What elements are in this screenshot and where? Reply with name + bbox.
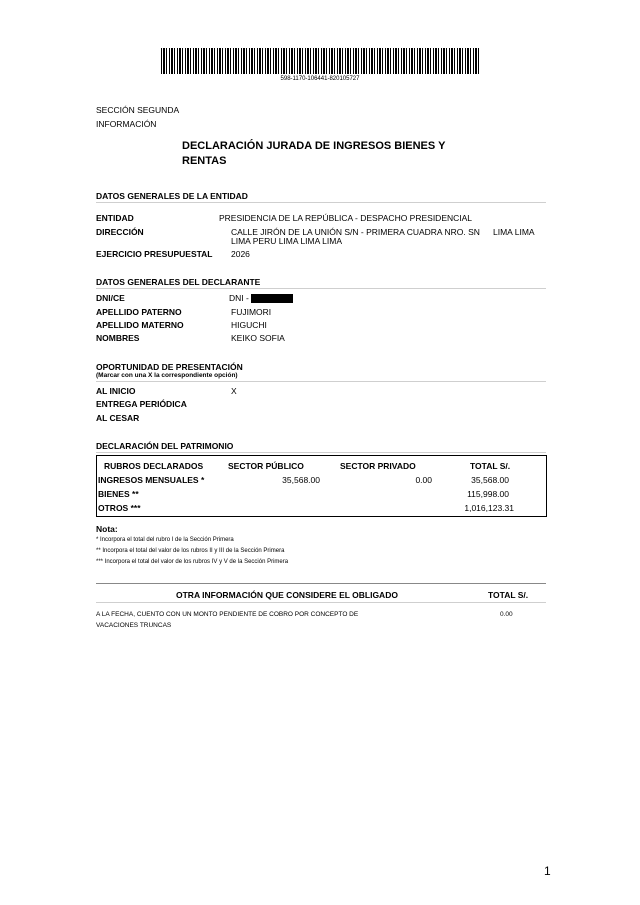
document-title-line1: DECLARACIÓN JURADA DE INGRESOS BIENES Y: [182, 140, 446, 152]
entrega-periodica-label: ENTREGA PERIÓDICA: [96, 399, 187, 409]
declarante-heading: DATOS GENERALES DEL DECLARANTE: [96, 277, 261, 287]
column-header: SECTOR PÚBLICO: [228, 461, 304, 471]
ejercicio-value: 2026: [231, 249, 250, 259]
nota-2: ** Incorpora el total del valor de los rubros II y III de la Sección Primera: [96, 548, 285, 554]
al-inicio-label: AL INICIO: [96, 386, 136, 396]
apellido-materno-value: HIGUCHI: [231, 320, 267, 330]
otra-texto-line2: VACACIONES TRUNCAS: [96, 622, 172, 629]
dni-label: DNI/CE: [96, 293, 125, 303]
otra-informacion-heading: OTRA INFORMACIÓN QUE CONSIDERE EL OBLIGADO: [176, 590, 398, 600]
total-value: 1,016,123.31: [464, 503, 514, 513]
nombres-label: NOMBRES: [96, 333, 140, 343]
apellido-paterno-value: FUJIMORI: [231, 307, 272, 317]
direccion-label: DIRECCIÓN: [96, 227, 144, 237]
entidad-label: ENTIDAD: [96, 213, 134, 223]
sector-publico-value: 35,568.00: [282, 475, 320, 485]
divider: [96, 583, 546, 584]
entidad-heading: DATOS GENERALES DE LA ENTIDAD: [96, 191, 248, 201]
divider: [96, 288, 546, 289]
row-label: INGRESOS MENSUALES *: [98, 475, 205, 485]
column-header: TOTAL S/.: [470, 461, 511, 471]
section-label: SECCIÓN SEGUNDA: [96, 105, 180, 115]
document-title-line2: RENTAS: [182, 155, 227, 167]
divider: [96, 602, 546, 603]
total-value: 35,568.00: [471, 475, 509, 485]
al-inicio-mark: X: [231, 386, 237, 396]
patrimonio-heading: DECLARACIÓN DEL PATRIMONIO: [96, 441, 234, 451]
apellido-materno-label: APELLIDO MATERNO: [96, 320, 184, 330]
barcode-image: [161, 48, 479, 74]
column-header: RUBROS DECLARADOS: [104, 461, 204, 471]
dni-value: [229, 293, 293, 303]
sector-privado-value: 0.00: [415, 475, 432, 485]
total-value: 115,998.00: [467, 489, 509, 499]
al-cesar-label: AL CESAR: [96, 413, 140, 423]
ejercicio-label: EJERCICIO PRESUPUESTAL: [96, 249, 213, 259]
redaction-block: [251, 294, 293, 303]
otra-monto: 0.00: [500, 611, 513, 618]
oportunidad-heading: OPORTUNIDAD DE PRESENTACIÓN: [96, 362, 243, 372]
otra-total-label: TOTAL S/.: [488, 590, 529, 600]
apellido-paterno-label: APELLIDO PATERNO: [96, 307, 182, 317]
column-header: SECTOR PRIVADO: [340, 461, 416, 471]
subsection-label: INFORMACIÓN: [96, 119, 157, 129]
nota-heading: Nota:: [96, 524, 118, 534]
dni-prefix: DNI -: [229, 293, 249, 303]
direccion-line1: CALLE JIRÓN DE LA UNIÓN S/N - PRIMERA CUADRA NRO. SN: [231, 227, 480, 237]
otra-texto-line1: A LA FECHA, CUENTO CON UN MONTO PENDIENTE DE COBRO POR CONCEPTO DE: [96, 611, 359, 618]
entidad-value: PRESIDENCIA DE LA REPÚBLICA - DESPACHO PRESIDENCIAL: [219, 213, 473, 223]
direccion-line2: LIMA PERU LIMA LIMA LIMA: [231, 236, 343, 246]
page-number: 1: [544, 864, 551, 878]
divider: [96, 202, 546, 203]
direccion-city: LIMA LIMA: [493, 227, 535, 237]
row-label: BIENES **: [98, 489, 139, 499]
patrimonio-table: [96, 455, 547, 517]
divider: [96, 381, 546, 382]
nota-3: *** Incorpora el total del valor de los rubros IV y V de la Sección Primera: [96, 559, 289, 565]
row-label: OTROS ***: [98, 503, 141, 513]
nota-1: * Incorpora el total del rubro I de la Sección Primera: [96, 537, 234, 543]
barcode-text: 598-1170-106441-820105727: [280, 76, 360, 82]
oportunidad-subheading: (Marcar con una X la correspondiente opción): [96, 372, 238, 379]
divider: [96, 452, 546, 453]
nombres-value: KEIKO SOFIA: [231, 333, 285, 343]
